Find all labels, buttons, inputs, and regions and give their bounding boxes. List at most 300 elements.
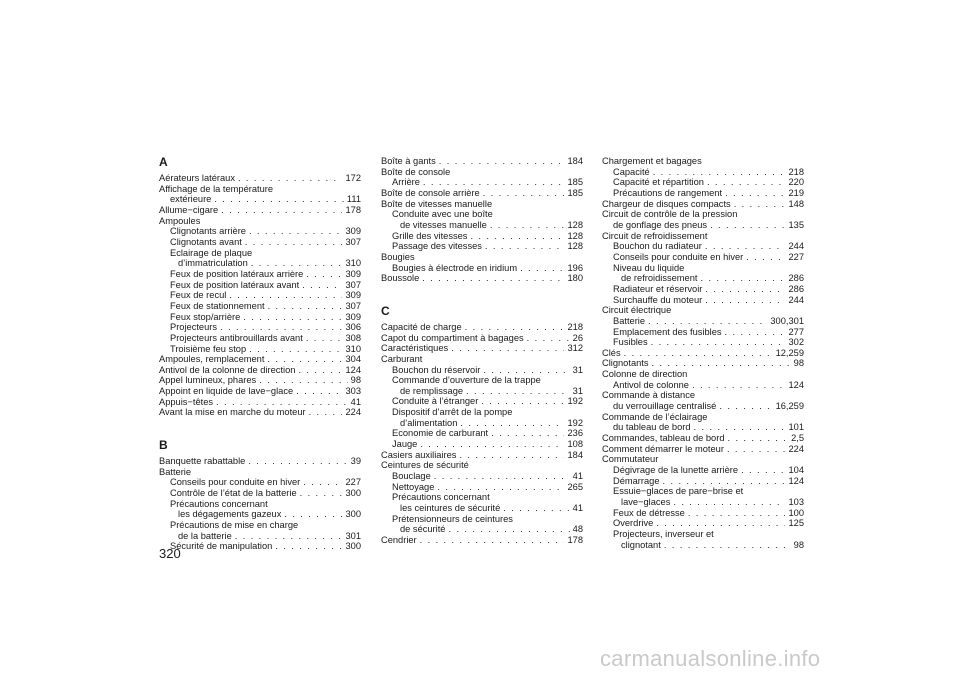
entry-page-ref: 300 — [345, 488, 361, 499]
dot-leader — [259, 375, 347, 386]
entry-page-ref: 244 — [788, 294, 804, 305]
dot-leader — [485, 241, 565, 252]
entry-label: Clignotants — [602, 358, 649, 369]
entry-page-ref: 244 — [788, 241, 804, 252]
entry-page-ref: 98 — [793, 539, 804, 550]
section-spacer — [159, 418, 361, 439]
entry-page-ref: 172 — [345, 173, 361, 183]
dot-leader — [420, 535, 565, 546]
index-entry — [602, 252, 804, 263]
entry-label: Conduite avec une boîte — [392, 209, 493, 220]
dot-leader — [309, 407, 343, 418]
index-entry — [602, 497, 804, 508]
index-heading — [381, 492, 583, 503]
dot-leader — [741, 465, 785, 476]
dot-leader — [302, 280, 342, 291]
index-heading — [602, 369, 804, 380]
dot-leader — [451, 343, 564, 354]
entry-page-ref: 185 — [567, 177, 583, 188]
entry-label: Précautions concernant — [170, 498, 268, 509]
index-entry — [381, 263, 583, 274]
entry-page-ref: 306 — [345, 322, 361, 333]
entry-page-ref: 300 — [345, 509, 361, 520]
dot-leader — [420, 439, 564, 450]
entry-label: de refroidissement — [621, 273, 698, 284]
dot-leader — [470, 231, 564, 242]
entry-label: de vitesses manuelle — [400, 219, 487, 230]
entry-page-ref: 301 — [345, 530, 361, 541]
entry-page-ref: 192 — [567, 396, 583, 407]
entry-label: les ceintures de sécurité — [400, 503, 501, 514]
entry-page-ref: 12,259 — [775, 347, 804, 358]
index-entry — [602, 518, 804, 529]
dot-leader — [275, 541, 342, 552]
entry-label: Capacité de charge — [381, 321, 462, 332]
dot-leader — [439, 156, 565, 167]
entry-label: Cendrier — [381, 535, 417, 545]
entry-label: Chargement et bagages — [602, 156, 702, 166]
dot-leader — [434, 471, 570, 482]
dot-leader — [648, 316, 767, 327]
index-entry — [159, 258, 361, 269]
index-heading — [159, 216, 361, 227]
index-entry — [602, 177, 804, 188]
entry-page-ref: 98 — [350, 375, 361, 386]
section-letter: B — [159, 438, 168, 453]
index-heading — [602, 412, 804, 423]
entry-label: Radiateur et réservoir — [613, 283, 703, 294]
dot-leader — [296, 386, 342, 397]
index-heading — [602, 486, 804, 497]
entry-label: Appoint en liquide de lave−glace — [159, 386, 294, 397]
entry-label: Sécurité de manipulation — [170, 541, 273, 552]
index-entry — [159, 226, 361, 237]
entry-page-ref: 39 — [350, 456, 361, 467]
entry-label: Nettoyage — [392, 481, 435, 492]
entry-label: les dégagements gazeux — [178, 509, 282, 520]
entry-label: Circuit électrique — [602, 305, 672, 316]
entry-label: Boîte à gants — [381, 156, 436, 166]
entry-label: Aérateurs latéraux — [159, 173, 235, 183]
entry-page-ref: 111 — [346, 194, 361, 205]
dot-leader — [229, 290, 342, 301]
dot-leader — [734, 199, 786, 210]
entry-page-ref: 218 — [567, 321, 583, 332]
dot-leader — [710, 220, 785, 231]
entry-label: Overdrive — [613, 518, 654, 529]
entry-page-ref: 148 — [788, 198, 804, 209]
entry-page-ref: 219 — [788, 187, 804, 198]
index-heading — [602, 231, 804, 242]
dot-leader — [481, 396, 564, 407]
entry-label: Projecteurs, inverseur et — [613, 528, 714, 539]
dot-leader — [235, 531, 343, 542]
entry-label: Boîte de console arrière — [381, 187, 480, 198]
entry-label: Jauge — [392, 439, 418, 450]
entry-label: Bouclage — [392, 471, 431, 482]
entry-label: Bouchon du radiateur — [613, 241, 702, 252]
index-entry — [602, 358, 804, 369]
dot-leader — [437, 482, 564, 493]
index-entry — [381, 386, 583, 397]
entry-page-ref: 128 — [567, 241, 583, 252]
section-letter: A — [159, 155, 168, 169]
entry-label: Bougies à électrode en iridium — [392, 262, 518, 273]
entry-label: Projecteurs — [170, 322, 218, 333]
entry-page-ref: 31 — [572, 364, 583, 375]
entry-label: Ampoules, remplacement — [159, 354, 265, 365]
entry-label: Eclairage de plaque — [170, 247, 253, 258]
dot-leader — [238, 173, 343, 184]
entry-page-ref: 218 — [788, 166, 804, 177]
entry-label: Economie de carburant — [392, 428, 489, 439]
index-heading — [381, 407, 583, 418]
entry-page-ref: 310 — [345, 258, 361, 269]
entry-page-ref: 309 — [345, 290, 361, 301]
entry-label: Batterie — [159, 466, 192, 477]
index-heading — [159, 467, 361, 478]
dot-leader — [700, 273, 785, 284]
dot-leader — [245, 237, 343, 248]
dot-leader — [727, 444, 786, 455]
dot-leader — [243, 312, 342, 323]
index-heading — [159, 520, 361, 531]
entry-label: Feux de position latéraux arrière — [170, 268, 304, 279]
entry-label: Feux de position latéraux avant — [170, 279, 300, 290]
index-entry — [159, 269, 361, 280]
index-entry — [602, 327, 804, 338]
dot-leader — [214, 194, 344, 205]
index-entry — [602, 241, 804, 252]
entry-page-ref: 128 — [567, 230, 583, 241]
entry-label: de remplissage — [400, 385, 464, 396]
entry-page-ref: 16,259 — [775, 401, 804, 412]
dot-leader — [694, 422, 786, 433]
entry-page-ref: 48 — [572, 524, 583, 535]
dot-leader — [249, 344, 342, 355]
index-entry — [602, 199, 804, 210]
dot-leader — [490, 220, 565, 231]
entry-label: Clignotants avant — [170, 236, 242, 247]
entry-label: Caractéristiques — [381, 343, 449, 354]
index-heading — [381, 252, 583, 263]
entry-label: Comment démarrer le moteur — [602, 443, 724, 454]
entry-label: Dégivrage de la lunette arrière — [613, 465, 739, 476]
index-entry — [381, 156, 583, 167]
index-entry — [381, 220, 583, 231]
dot-leader — [652, 358, 791, 369]
entry-page-ref: 103 — [788, 497, 804, 507]
entry-page-ref: 309 — [345, 311, 361, 322]
index-entry — [381, 428, 583, 439]
entry-label: Casiers auxiliaires — [381, 449, 457, 460]
entry-page-ref: 286 — [788, 273, 804, 284]
entry-label: Capacité et répartition — [613, 177, 704, 188]
index-entry — [381, 231, 583, 242]
entry-page-ref: 277 — [788, 326, 804, 337]
index-entry — [159, 333, 361, 344]
dot-leader — [491, 428, 564, 439]
dot-leader — [423, 177, 565, 188]
dot-leader — [249, 226, 343, 237]
index-heading — [602, 454, 804, 465]
entry-label: Appel lumineux, phares — [159, 375, 257, 386]
index-entry — [159, 344, 361, 355]
entry-page-ref: 26 — [572, 332, 583, 343]
entry-page-ref: 220 — [788, 177, 804, 188]
entry-page-ref: 184 — [567, 449, 583, 460]
dot-leader — [216, 397, 348, 408]
index-entry — [381, 322, 583, 333]
entry-label: Feux de détresse — [613, 507, 685, 518]
index-column-3 — [602, 156, 804, 550]
dot-leader — [673, 497, 785, 508]
entry-label: Commande de l’éclairage — [602, 411, 708, 422]
entry-page-ref: 98 — [793, 358, 804, 369]
entry-label: Colonne de direction — [602, 369, 688, 380]
entry-page-ref: 307 — [345, 300, 361, 311]
dot-leader — [306, 333, 343, 344]
index-entry — [159, 375, 361, 386]
entry-page-ref: 300 — [345, 541, 361, 552]
entry-page-ref: 309 — [345, 226, 361, 237]
entry-label: Capot du compartiment à bagages — [381, 332, 524, 343]
entry-label: d’immatriculation — [178, 258, 248, 269]
entry-page-ref: 224 — [788, 443, 804, 454]
dot-leader — [465, 322, 565, 333]
entry-label: Clés — [602, 347, 621, 358]
dot-leader — [656, 518, 785, 529]
index-heading — [602, 263, 804, 274]
index-entry — [602, 433, 804, 444]
dot-leader — [503, 503, 569, 514]
index-entry — [381, 450, 583, 461]
entry-label: Troisième feu stop — [170, 343, 247, 354]
entry-label: Projecteurs antibrouillards avant — [170, 332, 303, 343]
entry-label: Banquette rabattable — [159, 456, 246, 467]
index-heading — [602, 305, 804, 316]
entry-page-ref: 310 — [345, 343, 361, 354]
entry-page-ref: 124 — [788, 379, 804, 390]
index-entry — [381, 273, 583, 284]
entry-page-ref: 300,301 — [770, 315, 804, 326]
dot-leader — [267, 354, 342, 365]
entry-page-ref: 128 — [567, 219, 583, 230]
dot-leader — [284, 509, 342, 520]
index-entry — [159, 397, 361, 408]
dot-leader — [268, 301, 343, 312]
index-entry — [381, 524, 583, 535]
entry-page-ref: 101 — [788, 422, 804, 433]
entry-label: du verrouillage centralisé — [613, 401, 717, 412]
entry-page-ref: 224 — [345, 407, 361, 418]
index-entry — [159, 531, 361, 542]
entry-page-ref: 180 — [567, 273, 583, 284]
index-entry — [159, 354, 361, 365]
dot-leader — [624, 348, 773, 359]
entry-label: Clignotants arrière — [170, 226, 246, 237]
dot-leader — [692, 380, 786, 391]
index-entry — [159, 407, 361, 418]
entry-label: de la batterie — [178, 530, 232, 541]
entry-page-ref: 303 — [345, 386, 361, 397]
entry-page-ref: 304 — [345, 354, 361, 365]
index-entry — [602, 508, 804, 519]
dot-leader — [725, 327, 786, 338]
index-entry — [159, 488, 361, 499]
index-entry — [381, 418, 583, 429]
index-entry — [159, 477, 361, 488]
index-entry — [602, 465, 804, 476]
dot-leader — [303, 477, 342, 488]
dot-leader — [728, 433, 789, 444]
dot-leader — [448, 524, 569, 535]
dot-leader — [298, 365, 342, 376]
entry-page-ref: 308 — [345, 332, 361, 343]
dot-leader — [422, 273, 564, 284]
dot-leader — [306, 269, 342, 280]
entry-page-ref: 178 — [345, 204, 361, 215]
index-entry — [602, 220, 804, 231]
entry-label: Arrière — [392, 177, 420, 188]
entry-label: Feux de stationnement — [170, 300, 265, 311]
entry-page-ref: 302 — [788, 337, 804, 348]
index-entry — [159, 280, 361, 291]
entry-label: Niveau du liquide — [613, 262, 685, 273]
index-entry — [602, 380, 804, 391]
entry-page-ref: 31 — [572, 385, 583, 396]
index-entry — [381, 471, 583, 482]
dot-leader — [251, 258, 343, 269]
entry-label: Antivol de colonne — [613, 379, 689, 390]
dot-leader — [527, 333, 570, 344]
dot-leader — [466, 386, 570, 397]
entry-label: Appuis−têtes — [159, 396, 214, 407]
index-heading — [159, 184, 361, 195]
entry-page-ref: 124 — [788, 475, 804, 486]
index-entry — [159, 173, 361, 184]
entry-label: Commande d’ouverture de la trappe — [392, 375, 541, 386]
entry-label: clignotant — [621, 539, 661, 550]
entry-label: Grille des vitesses — [392, 230, 468, 241]
index-entry — [159, 322, 361, 333]
dot-leader — [746, 252, 785, 263]
entry-label: Feux stop/arrière — [170, 311, 241, 322]
watermark: carmanualsonline.info — [600, 646, 821, 671]
index-heading — [602, 390, 804, 401]
entry-page-ref: 227 — [788, 251, 804, 262]
dot-leader — [483, 365, 569, 376]
entry-label: Feux de recul — [170, 290, 227, 301]
entry-label: Précautions concernant — [392, 492, 490, 503]
index-heading — [381, 460, 583, 471]
entry-label: Antivol de la colonne de direction — [159, 364, 296, 375]
section-letter: C — [381, 303, 390, 318]
section-spacer — [381, 284, 583, 305]
index-heading — [381, 514, 583, 525]
index-heading — [159, 248, 361, 259]
index-heading — [381, 209, 583, 220]
dot-leader — [651, 337, 786, 348]
entry-label: Prétensionneurs de ceintures — [392, 513, 513, 524]
entry-page-ref: 41 — [572, 471, 583, 482]
index-entry — [381, 439, 583, 450]
dot-leader — [664, 540, 791, 551]
index-entry — [381, 396, 583, 407]
index-entry — [602, 316, 804, 327]
entry-page-ref: 100 — [788, 507, 804, 518]
entry-label: Précautions de mise en charge — [170, 520, 299, 531]
index-heading — [381, 167, 583, 178]
entry-label: Boussole — [381, 273, 420, 284]
dot-leader — [653, 167, 786, 178]
entry-page-ref: 236 — [567, 428, 583, 439]
index-entry — [381, 503, 583, 514]
index-entry — [602, 295, 804, 306]
dot-leader — [688, 508, 786, 519]
index-entry — [159, 386, 361, 397]
index-entry — [602, 273, 804, 284]
index-entry — [381, 535, 583, 546]
index-entry — [159, 205, 361, 216]
index-entry — [602, 422, 804, 433]
index-column-2 — [381, 156, 583, 546]
index-entry — [602, 401, 804, 412]
entry-page-ref: 192 — [567, 417, 583, 428]
dot-leader — [220, 322, 342, 333]
index-entry — [159, 509, 361, 520]
entry-page-ref: 184 — [567, 156, 583, 166]
entry-label: Bouchon du réservoir — [392, 364, 481, 375]
dot-leader — [300, 488, 343, 499]
entry-page-ref: 41 — [572, 503, 583, 514]
entry-label: Boîte de console — [381, 166, 451, 177]
index-entry — [602, 284, 804, 295]
entry-page-ref: 307 — [345, 279, 361, 290]
index-entry — [602, 476, 804, 487]
entry-label: de gonflage des pneus — [613, 219, 708, 230]
index-entry — [159, 456, 361, 467]
entry-page-ref: 309 — [345, 268, 361, 279]
dot-leader — [483, 188, 565, 199]
index-entry — [602, 444, 804, 455]
dot-leader — [725, 188, 785, 199]
dot-leader — [705, 284, 785, 295]
index-entry — [602, 348, 804, 359]
entry-label: Commutateur — [602, 454, 659, 465]
entry-page-ref: 178 — [567, 535, 583, 545]
entry-label: Passage des vitesses — [392, 241, 482, 252]
index-entry — [381, 333, 583, 344]
dot-leader — [663, 476, 786, 487]
index-entry — [159, 194, 361, 205]
index-entry — [602, 167, 804, 178]
entry-page-ref: 185 — [567, 187, 583, 198]
entry-label: Boîte de vitesses manuelle — [381, 198, 493, 209]
index-entry — [381, 177, 583, 188]
entry-page-ref: 286 — [788, 283, 804, 294]
dot-leader — [719, 401, 772, 412]
index-entry — [602, 540, 804, 551]
entry-label: Conduite à l’étranger — [392, 396, 479, 407]
entry-label: du tableau de bord — [613, 422, 691, 433]
entry-label: Circuit de contrôle de la pression — [602, 209, 738, 220]
dot-leader — [707, 177, 786, 188]
entry-page-ref: 227 — [345, 477, 361, 488]
dot-leader — [460, 418, 564, 429]
entry-label: Emplacement des fusibles — [613, 326, 722, 337]
index-entry — [159, 541, 361, 552]
